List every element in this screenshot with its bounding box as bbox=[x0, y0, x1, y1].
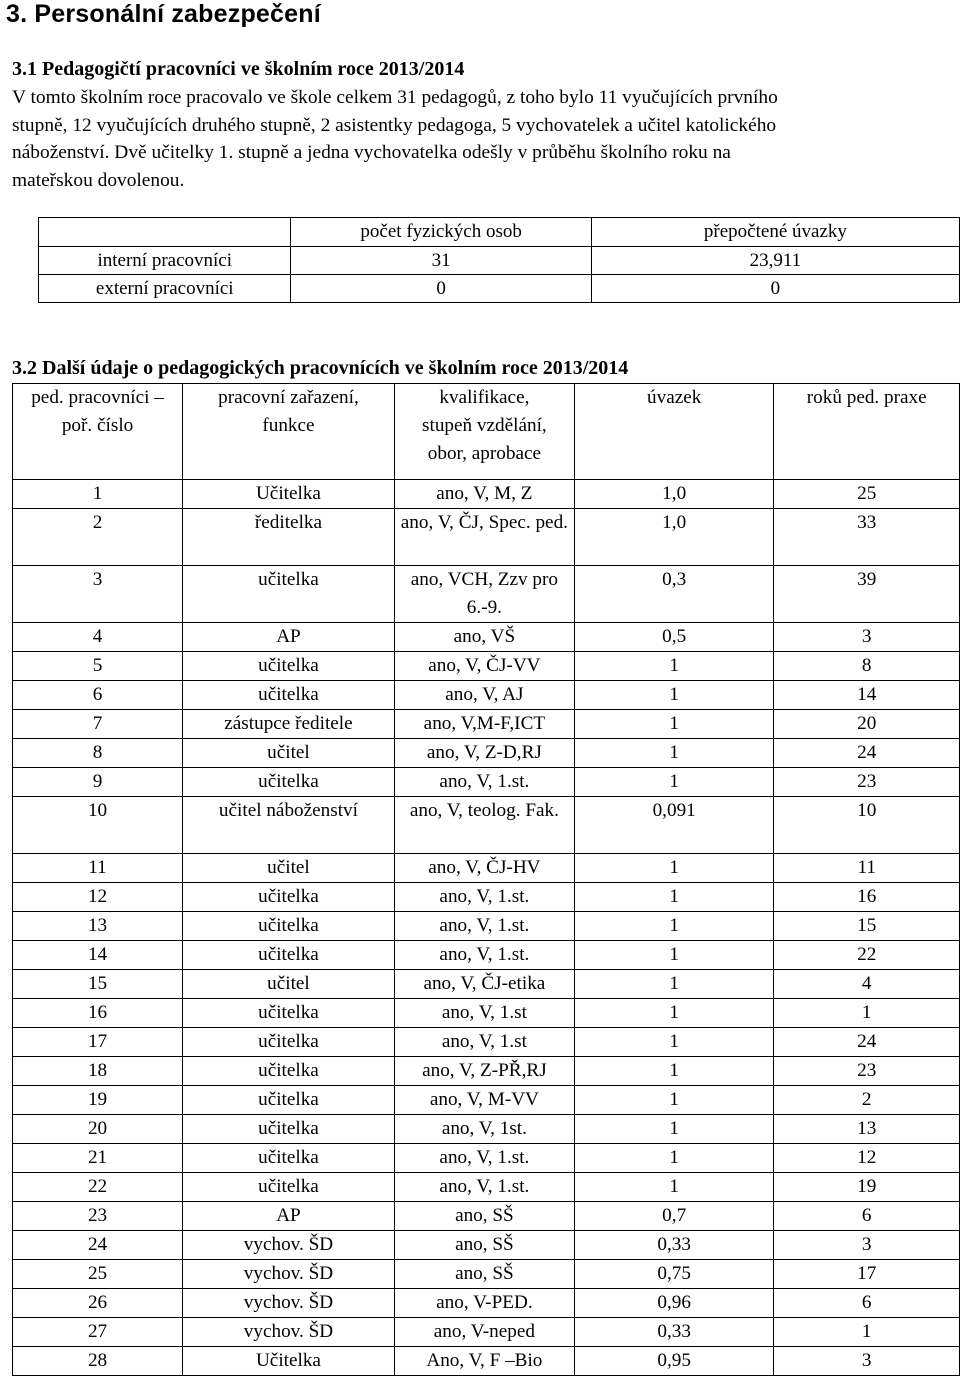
years-cell: 19 bbox=[774, 1173, 960, 1202]
table-row bbox=[13, 1260, 960, 1289]
table-row bbox=[13, 1144, 960, 1173]
position-cell: učitelka bbox=[183, 681, 395, 710]
workload-cell: 1 bbox=[574, 854, 774, 883]
number-cell: 16 bbox=[13, 999, 183, 1028]
header-line: poř. číslo bbox=[61, 415, 134, 436]
workload-cell: 1 bbox=[574, 1086, 774, 1115]
position-cell: učitel bbox=[183, 970, 395, 999]
qualification-cell: ano, VCH, Zzv pro 6.-9. bbox=[394, 566, 574, 623]
table-cell: interní pracovníci bbox=[39, 247, 291, 275]
section-1-paragraph bbox=[12, 84, 952, 194]
table-row bbox=[13, 1318, 960, 1347]
workload-cell: 1 bbox=[574, 710, 774, 739]
workload-cell: 1 bbox=[574, 1144, 774, 1173]
qualification-cell: ano, V, ČJ, Spec. ped. bbox=[394, 509, 574, 566]
workload-cell: 1,0 bbox=[574, 509, 774, 566]
position-cell: vychov. ŠD bbox=[183, 1231, 395, 1260]
paragraph-line: mateřskou dovolenou. bbox=[12, 169, 185, 191]
years-cell: 2 bbox=[774, 1086, 960, 1115]
header-line: úvazek bbox=[647, 387, 702, 408]
header-cell-years bbox=[774, 384, 960, 480]
table-header-row bbox=[13, 384, 960, 480]
qualification-cell: ano, V, 1.st. bbox=[394, 768, 574, 797]
qualification-cell: ano, V, ČJ-etika bbox=[394, 970, 574, 999]
number-cell: 11 bbox=[13, 854, 183, 883]
number-cell: 5 bbox=[13, 652, 183, 681]
table-row bbox=[13, 883, 960, 912]
staff-count-table bbox=[38, 217, 960, 303]
table-row bbox=[13, 652, 960, 681]
qualification-cell: ano, V, 1.st. bbox=[394, 883, 574, 912]
header-line: stupeň vzdělání, bbox=[422, 415, 547, 436]
header-cell-position bbox=[183, 384, 395, 480]
table-row bbox=[13, 509, 960, 566]
header-line: kvalifikace, bbox=[439, 387, 530, 408]
number-cell: 7 bbox=[13, 710, 183, 739]
table-row bbox=[13, 1115, 960, 1144]
workload-cell: 0,75 bbox=[574, 1260, 774, 1289]
position-cell: vychov. ŠD bbox=[183, 1289, 395, 1318]
years-cell: 4 bbox=[774, 970, 960, 999]
header-line: pracovní zařazení, bbox=[218, 387, 359, 408]
years-cell: 17 bbox=[774, 1260, 960, 1289]
qualification-cell: ano, V-PED. bbox=[394, 1289, 574, 1318]
workload-cell: 0,5 bbox=[574, 623, 774, 652]
years-cell: 22 bbox=[774, 941, 960, 970]
qualification-cell: ano, V, 1st. bbox=[394, 1115, 574, 1144]
qualification-cell: ano, V, Z-PŘ,RJ bbox=[394, 1057, 574, 1086]
qualification-cell: ano, V,M-F,ICT bbox=[394, 710, 574, 739]
years-cell: 13 bbox=[774, 1115, 960, 1144]
workload-cell: 0,33 bbox=[574, 1231, 774, 1260]
workload-cell: 0,7 bbox=[574, 1202, 774, 1231]
workload-cell: 1 bbox=[574, 1115, 774, 1144]
header-cell-qualification bbox=[394, 384, 574, 480]
workload-cell: 1 bbox=[574, 941, 774, 970]
years-cell: 23 bbox=[774, 1057, 960, 1086]
table-row bbox=[13, 941, 960, 970]
position-cell: učitel náboženství bbox=[183, 797, 395, 854]
number-cell: 28 bbox=[13, 1347, 183, 1376]
years-cell: 6 bbox=[774, 1202, 960, 1231]
number-cell: 3 bbox=[13, 566, 183, 623]
position-cell: zástupce ředitele bbox=[183, 710, 395, 739]
table-row bbox=[13, 681, 960, 710]
table-row bbox=[13, 1173, 960, 1202]
workload-cell: 1 bbox=[574, 652, 774, 681]
position-cell: učitelka bbox=[183, 999, 395, 1028]
table-row bbox=[13, 854, 960, 883]
position-cell: učitelka bbox=[183, 1028, 395, 1057]
position-cell: vychov. ŠD bbox=[183, 1318, 395, 1347]
number-cell: 18 bbox=[13, 1057, 183, 1086]
number-cell: 6 bbox=[13, 681, 183, 710]
years-cell: 3 bbox=[774, 623, 960, 652]
number-cell: 26 bbox=[13, 1289, 183, 1318]
qualification-cell: ano, SŠ bbox=[394, 1260, 574, 1289]
position-cell: AP bbox=[183, 623, 395, 652]
years-cell: 8 bbox=[774, 652, 960, 681]
qualification-cell: ano, VŠ bbox=[394, 623, 574, 652]
page-heading: 3. Personální zabezpečení bbox=[6, 0, 321, 28]
position-cell: učitel bbox=[183, 739, 395, 768]
workload-cell: 1 bbox=[574, 1028, 774, 1057]
years-cell: 11 bbox=[774, 854, 960, 883]
table-row bbox=[13, 1231, 960, 1260]
number-cell: 19 bbox=[13, 1086, 183, 1115]
workload-cell: 1 bbox=[574, 912, 774, 941]
header-cell: přepočtené úvazky bbox=[591, 218, 959, 247]
qualification-cell: ano, SŠ bbox=[394, 1231, 574, 1260]
workload-cell: 1 bbox=[574, 999, 774, 1028]
table-row bbox=[13, 739, 960, 768]
years-cell: 14 bbox=[774, 681, 960, 710]
years-cell: 3 bbox=[774, 1347, 960, 1376]
table-row bbox=[13, 566, 960, 623]
table-cell: externí pracovníci bbox=[39, 275, 291, 303]
number-cell: 24 bbox=[13, 1231, 183, 1260]
header-line: roků ped. praxe bbox=[806, 387, 927, 408]
table-header-row bbox=[39, 218, 960, 247]
number-cell: 25 bbox=[13, 1260, 183, 1289]
position-cell: učitelka bbox=[183, 1173, 395, 1202]
table-row bbox=[39, 275, 960, 303]
years-cell: 3 bbox=[774, 1231, 960, 1260]
number-cell: 21 bbox=[13, 1144, 183, 1173]
table-row bbox=[13, 1347, 960, 1376]
table-row bbox=[13, 480, 960, 509]
qualification-cell: ano, V, M, Z bbox=[394, 480, 574, 509]
header-line: obor, aprobace bbox=[427, 443, 541, 464]
qualification-cell: ano, V, M-VV bbox=[394, 1086, 574, 1115]
years-cell: 10 bbox=[774, 797, 960, 854]
header-cell bbox=[39, 218, 291, 247]
qualification-cell: ano, V, 1.st bbox=[394, 1028, 574, 1057]
number-cell: 9 bbox=[13, 768, 183, 797]
position-cell: učitelka bbox=[183, 941, 395, 970]
table-row bbox=[13, 710, 960, 739]
paragraph-line: stupně, 12 vyučujících druhého stupně, 2 asistentky pedagoga, 5 vychovatelek a učitel katolického bbox=[12, 114, 777, 136]
section-2-title: 3.2 Další údaje o pedagogických pracovnících ve školním roce 2013/2014 bbox=[12, 357, 629, 379]
number-cell: 8 bbox=[13, 739, 183, 768]
number-cell: 2 bbox=[13, 509, 183, 566]
position-cell: učitel bbox=[183, 854, 395, 883]
header-line: ped. pracovníci – bbox=[31, 387, 164, 408]
qualification-cell: ano, V, Z-D,RJ bbox=[394, 739, 574, 768]
workload-cell: 1 bbox=[574, 1173, 774, 1202]
table-cell: 0 bbox=[591, 275, 959, 303]
staff-details-table bbox=[12, 383, 960, 1376]
years-cell: 15 bbox=[774, 912, 960, 941]
qualification-cell: Ano, V, F –Bio bbox=[394, 1347, 574, 1376]
qualification-cell: ano, V, 1.st bbox=[394, 999, 574, 1028]
section-1-title: 3.1 Pedagogičtí pracovníci ve školním roce 2013/2014 bbox=[12, 58, 465, 80]
table-cell: 0 bbox=[291, 275, 591, 303]
paragraph-line: náboženství. Dvě učitelky 1. stupně a jedna vychovatelka odešly v průběhu školního roku na bbox=[12, 142, 731, 163]
position-cell: Učitelka bbox=[183, 1347, 395, 1376]
number-cell: 15 bbox=[13, 970, 183, 999]
qualification-cell: ano, V, ČJ-HV bbox=[394, 854, 574, 883]
years-cell: 12 bbox=[774, 1144, 960, 1173]
workload-cell: 1,0 bbox=[574, 480, 774, 509]
position-cell: učitelka bbox=[183, 1115, 395, 1144]
qualification-cell: ano, V, 1.st. bbox=[394, 912, 574, 941]
workload-cell: 1 bbox=[574, 883, 774, 912]
number-cell: 12 bbox=[13, 883, 183, 912]
header-cell: počet fyzických osob bbox=[291, 218, 591, 247]
workload-cell: 0,33 bbox=[574, 1318, 774, 1347]
workload-cell: 1 bbox=[574, 681, 774, 710]
table-row bbox=[13, 1028, 960, 1057]
workload-cell: 0,96 bbox=[574, 1289, 774, 1318]
position-cell: vychov. ŠD bbox=[183, 1260, 395, 1289]
table-row bbox=[13, 999, 960, 1028]
number-cell: 13 bbox=[13, 912, 183, 941]
table-row bbox=[13, 623, 960, 652]
years-cell: 23 bbox=[774, 768, 960, 797]
qualification-cell: ano, V-neped bbox=[394, 1318, 574, 1347]
workload-cell: 0,3 bbox=[574, 566, 774, 623]
workload-cell: 1 bbox=[574, 739, 774, 768]
years-cell: 24 bbox=[774, 1028, 960, 1057]
header-line: funkce bbox=[262, 415, 315, 436]
number-cell: 10 bbox=[13, 797, 183, 854]
table-cell: 23,911 bbox=[591, 247, 959, 275]
number-cell: 17 bbox=[13, 1028, 183, 1057]
position-cell: učitelka bbox=[183, 652, 395, 681]
workload-cell: 1 bbox=[574, 970, 774, 999]
years-cell: 25 bbox=[774, 480, 960, 509]
position-cell: ředitelka bbox=[183, 509, 395, 566]
years-cell: 33 bbox=[774, 509, 960, 566]
table-row bbox=[13, 768, 960, 797]
table-cell: 31 bbox=[291, 247, 591, 275]
header-cell-workload bbox=[574, 384, 774, 480]
workload-cell: 1 bbox=[574, 768, 774, 797]
years-cell: 16 bbox=[774, 883, 960, 912]
table-row bbox=[13, 1289, 960, 1318]
position-cell: učitelka bbox=[183, 1144, 395, 1173]
qualification-cell: ano, V, 1.st. bbox=[394, 1173, 574, 1202]
number-cell: 1 bbox=[13, 480, 183, 509]
position-cell: učitelka bbox=[183, 566, 395, 623]
paragraph-line: V tomto školním roce pracovalo ve škole celkem 31 pedagogů, z toho bylo 11 vyučujících prvního bbox=[12, 87, 778, 108]
years-cell: 24 bbox=[774, 739, 960, 768]
qualification-cell: ano, SŠ bbox=[394, 1202, 574, 1231]
position-cell: učitelka bbox=[183, 912, 395, 941]
table-row bbox=[13, 797, 960, 854]
qualification-cell: ano, V, 1.st. bbox=[394, 1144, 574, 1173]
workload-cell: 0,091 bbox=[574, 797, 774, 854]
years-cell: 20 bbox=[774, 710, 960, 739]
qualification-cell: ano, V, AJ bbox=[394, 681, 574, 710]
position-cell: učitelka bbox=[183, 1086, 395, 1115]
position-cell: učitelka bbox=[183, 768, 395, 797]
number-cell: 4 bbox=[13, 623, 183, 652]
position-cell: učitelka bbox=[183, 1057, 395, 1086]
number-cell: 27 bbox=[13, 1318, 183, 1347]
number-cell: 20 bbox=[13, 1115, 183, 1144]
qualification-cell: ano, V, teolog. Fak. bbox=[394, 797, 574, 854]
staff-details-body bbox=[13, 480, 960, 1376]
table-row bbox=[13, 1202, 960, 1231]
workload-cell: 1 bbox=[574, 1057, 774, 1086]
position-cell: učitelka bbox=[183, 883, 395, 912]
header-cell-number bbox=[13, 384, 183, 480]
position-cell: Učitelka bbox=[183, 480, 395, 509]
years-cell: 1 bbox=[774, 999, 960, 1028]
table-row bbox=[13, 1057, 960, 1086]
number-cell: 23 bbox=[13, 1202, 183, 1231]
number-cell: 14 bbox=[13, 941, 183, 970]
workload-cell: 0,95 bbox=[574, 1347, 774, 1376]
table-row bbox=[13, 1086, 960, 1115]
position-cell: AP bbox=[183, 1202, 395, 1231]
number-cell: 22 bbox=[13, 1173, 183, 1202]
years-cell: 39 bbox=[774, 566, 960, 623]
qualification-cell: ano, V, 1.st. bbox=[394, 941, 574, 970]
qualification-cell: ano, V, ČJ-VV bbox=[394, 652, 574, 681]
table-row bbox=[13, 970, 960, 999]
years-cell: 6 bbox=[774, 1289, 960, 1318]
years-cell: 1 bbox=[774, 1318, 960, 1347]
table-row bbox=[39, 247, 960, 275]
table-row bbox=[13, 912, 960, 941]
